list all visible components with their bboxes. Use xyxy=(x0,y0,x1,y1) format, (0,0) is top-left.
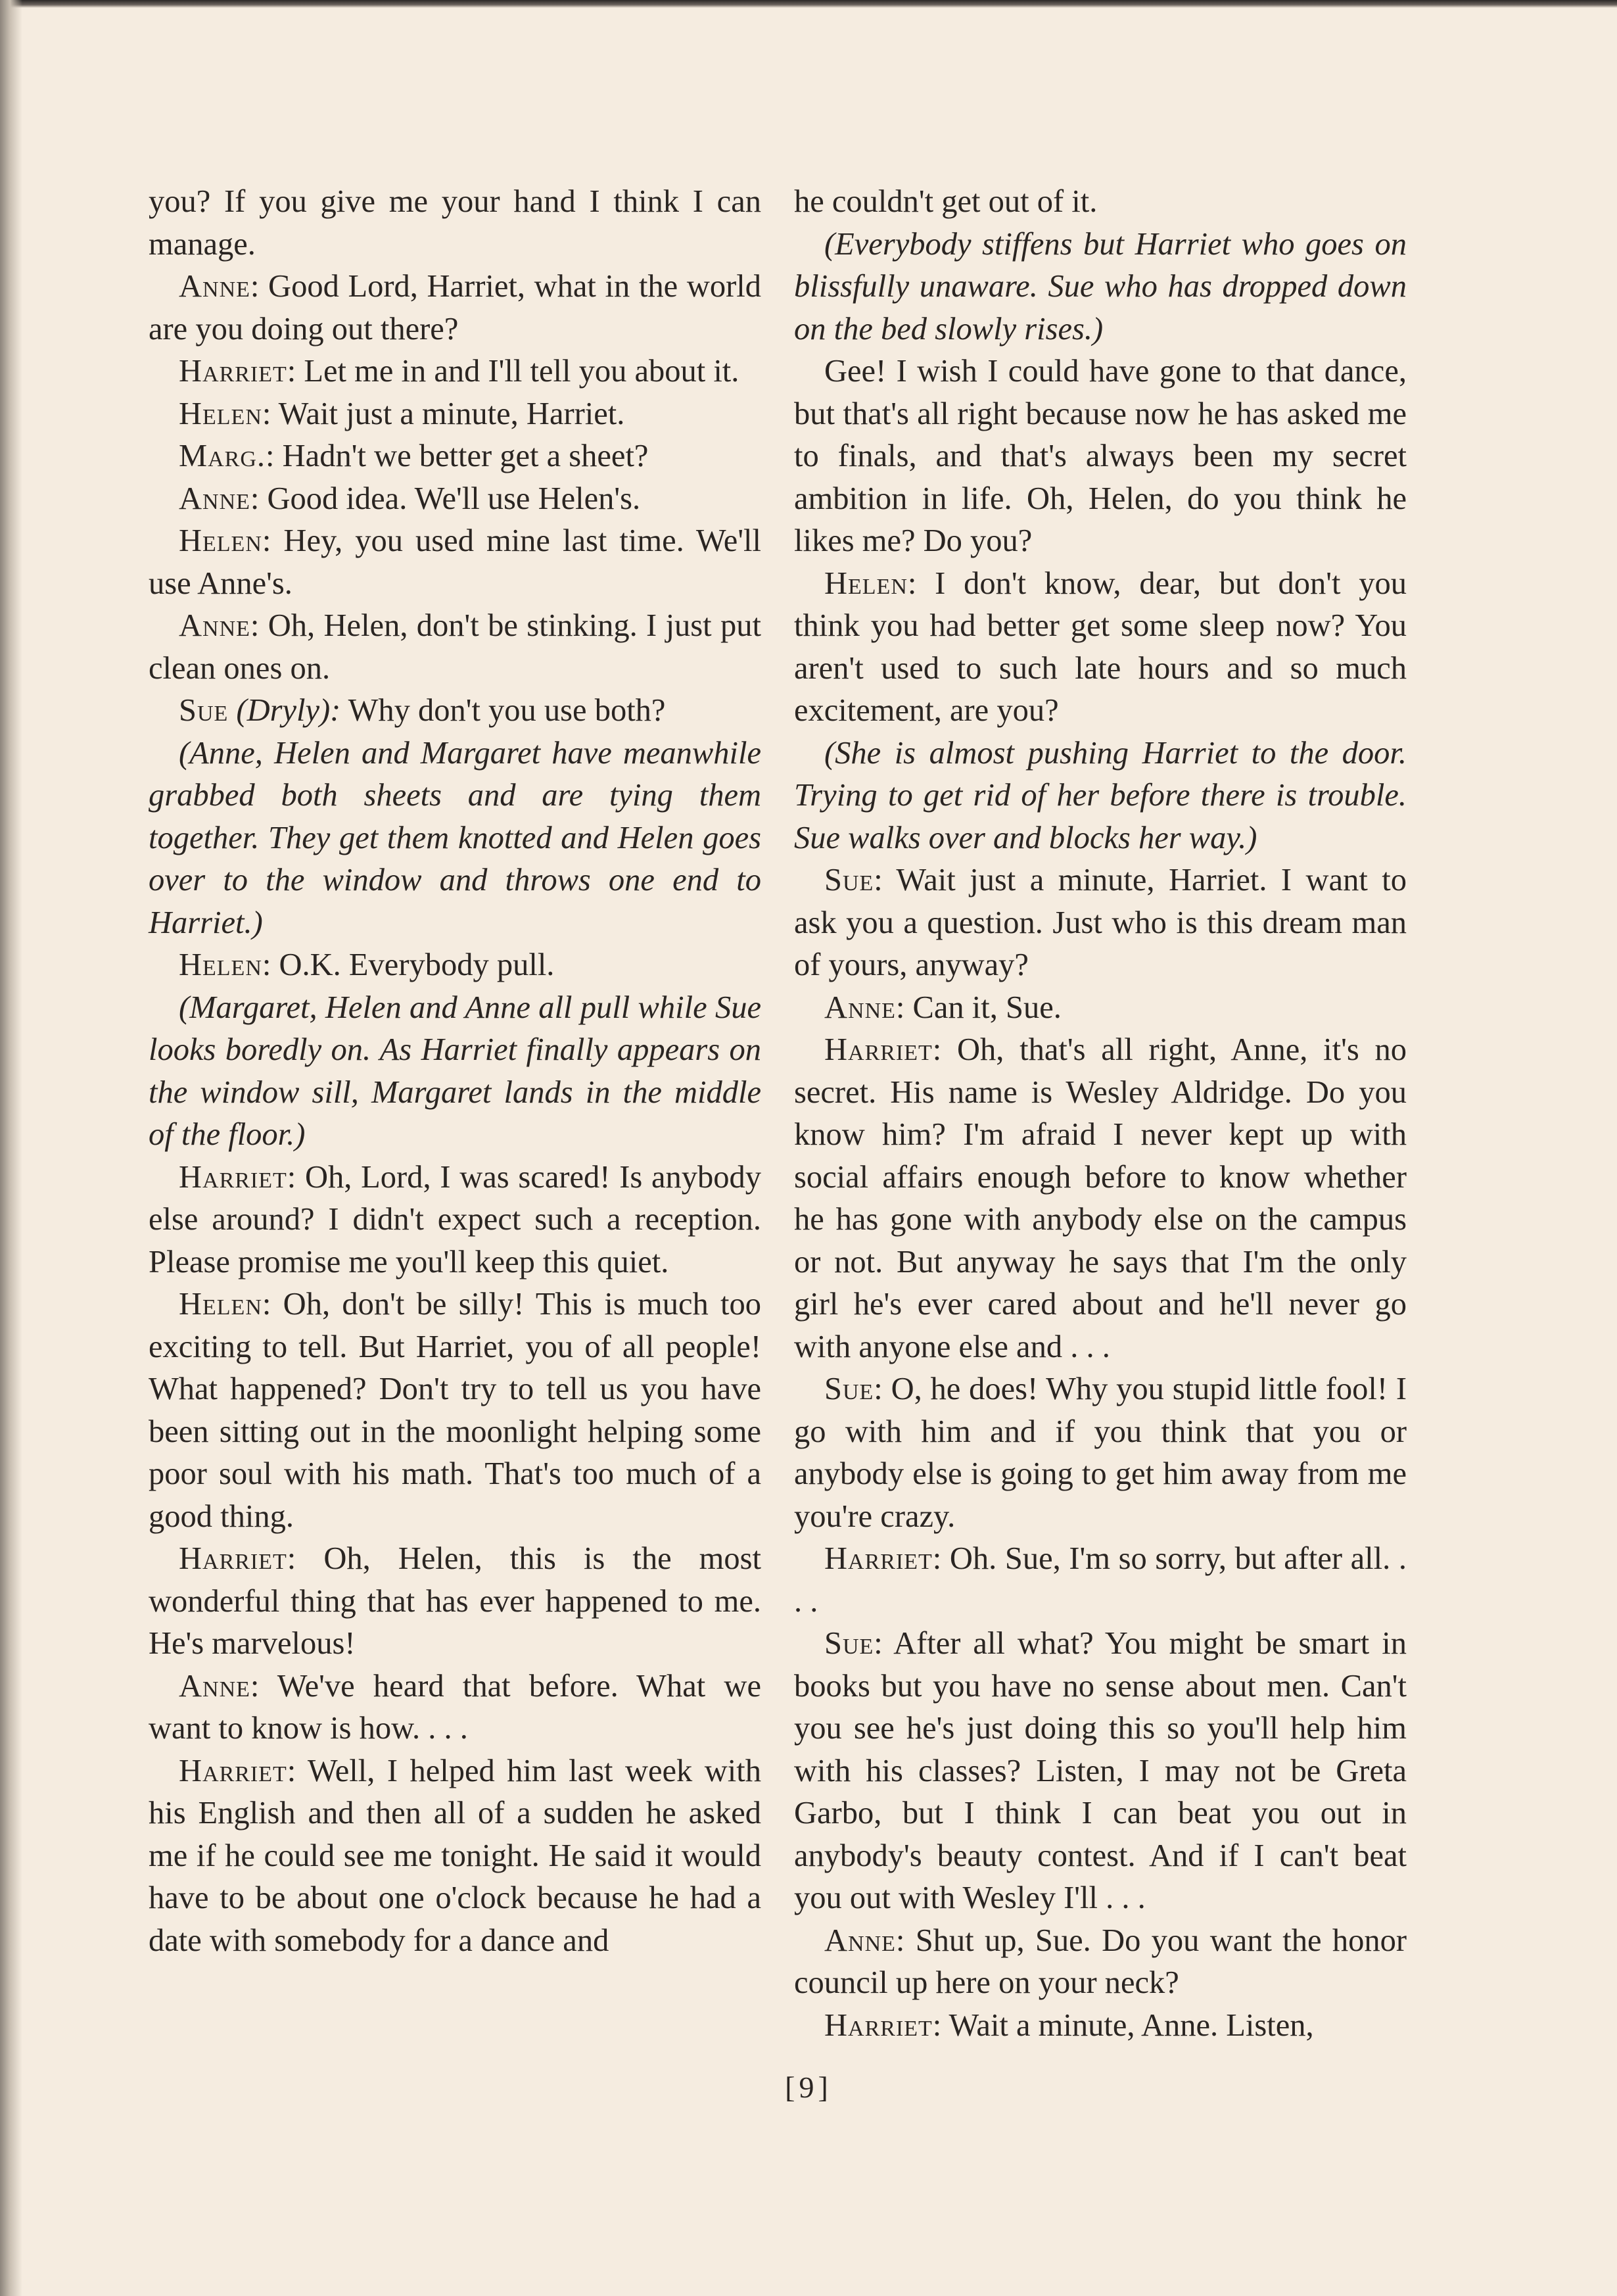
speaker-name: Helen xyxy=(179,396,262,431)
dialogue-line: Sue (Dryly): Why don't you use both? xyxy=(179,693,666,728)
dialogue-line: Sue: O, he does! Why you stupid little fool! I go with him and if you think that you or anybody else is going to get him away from me you're crazy. xyxy=(794,1372,1407,1534)
dialogue-line: Harriet: Let me in and I'll tell you about it. xyxy=(179,354,739,389)
speaker-name: Sue xyxy=(824,863,874,897)
speaker-name: Helen xyxy=(179,1287,262,1322)
dialogue-line: Anne: We've heard that before. What we want to know is how. . . . xyxy=(149,1668,761,1746)
speaker-name: Anne xyxy=(179,1668,250,1704)
speaker-name: Anne xyxy=(824,1923,896,1958)
stage-direction: (Anne, Helen and Margaret have meanwhile grabbed both sheets and are tying them together. They get them knotted and Helen goes over to the window and throws one end to Harriet.) xyxy=(149,735,761,940)
dialogue-line: Harriet: Well, I helped him last week with his English and then all of a sudden he asked me if he could see me tonight. He said it would have to be about one o'clock because he had a date with somebody for a dance and xyxy=(149,1753,761,1958)
dialogue-line: Helen: Oh, don't be silly! This is much too exciting to tell. But Harriet, you of all people! What happened? Don't try to tell us you have been sitting out in the moonlight helping some poor soul with his math. That's too much of a good thing. xyxy=(149,1287,762,1534)
dialogue-line: Marg.: Hadn't we better get a sheet? xyxy=(179,439,649,473)
dialogue-line: Anne: Shut up, Sue. Do you want the honor council up here on your neck? xyxy=(794,1923,1407,2000)
speaker-name: Anne xyxy=(179,481,250,516)
speaker-name: Sue xyxy=(179,693,229,728)
dialogue-line: Harriet: Wait a minute, Anne. Listen, xyxy=(824,2007,1314,2043)
dialogue-line: Helen: Hey, you used mine last time. We'll use Anne's. xyxy=(149,523,762,601)
dialogue-line: Anne: Can it, Sue. xyxy=(824,990,1062,1025)
dialogue-line: Harriet: Oh. Sue, I'm so sorry, but after all. . . . xyxy=(794,1541,1407,1619)
speaker-name: Marg. xyxy=(179,439,266,473)
page-top-edge xyxy=(0,0,1617,8)
dialogue-line: Anne: Good idea. We'll use Helen's. xyxy=(179,481,641,516)
dialogue-line: Helen: O.K. Everybody pull. xyxy=(179,947,555,982)
speaker-name: Helen xyxy=(179,523,262,558)
paragraph: you? If you give me your hand I think I can manage. xyxy=(149,184,761,262)
dialogue-line: Sue: After all what? You might be smart in books but you have no sense about men. Can't you see he's just doing this so you'll help him with his classes? Listen, I may not be Greta Garbo, but I think I can beat you out in anybody's beauty contest. And if I can't beat you out with Wesley I'll . . . xyxy=(794,1626,1407,1915)
speaker-name: Sue xyxy=(824,1626,874,1661)
speaker-name: Harriet xyxy=(179,1541,287,1576)
stage-direction-inline: (Dryly): xyxy=(236,693,341,728)
stage-direction: (Margaret, Helen and Anne all pull while Sue looks boredly on. As Harriet finally appears on the window sill, Margaret lands in the middle of the floor.) xyxy=(149,990,761,1152)
speaker-name: Helen xyxy=(179,947,262,982)
right-column xyxy=(794,181,1407,2047)
dialogue-line: Sue: Wait just a minute, Harriet. I want to ask you a question. Just who is this dream man of yours, anyway? xyxy=(794,863,1407,982)
stage-direction: (She is almost pushing Harriet to the door. Trying to get rid of her before there is trouble. Sue walks over and blocks her way.) xyxy=(794,735,1407,855)
speaker-name: Harriet xyxy=(824,2007,933,2043)
speaker-name: Anne xyxy=(179,608,250,643)
left-column xyxy=(149,181,761,1962)
speaker-name: Sue xyxy=(824,1372,874,1406)
speaker-name: Helen xyxy=(824,565,908,601)
speaker-name: Harriet xyxy=(824,1541,933,1576)
paragraph: he couldn't get out of it. xyxy=(794,184,1098,219)
speaker-name: Harriet xyxy=(179,1753,287,1788)
dialogue-line: Anne: Good Lord, Harriet, what in the world are you doing out there? xyxy=(149,269,761,347)
speaker-name: Anne xyxy=(179,269,250,304)
binding-shadow xyxy=(0,0,22,2296)
dialogue-line: Harriet: Oh, Helen, this is the most wonderful thing that has ever happened to me. He's marvelous! xyxy=(149,1541,761,1661)
stage-direction: (Everybody stiffens but Harriet who goes on blissfully unaware. Sue who has dropped down on the bed slowly rises.) xyxy=(794,226,1407,347)
speaker-name: Anne xyxy=(824,990,896,1025)
dialogue-line: Anne: Oh, Helen, don't be stinking. I just put clean ones on. xyxy=(149,608,761,686)
dialogue-line: Helen: Wait just a minute, Harriet. xyxy=(179,396,625,431)
dialogue-line: Helen: I don't know, dear, but don't you think you had better get some sleep now? You aren't used to such late hours and so much excitement, are you? xyxy=(794,565,1407,728)
dialogue-line: Harriet: Oh, Lord, I was scared! Is anybody else around? I didn't expect such a reception. Please promise me you'll keep this quiet. xyxy=(149,1159,761,1280)
speaker-name: Harriet xyxy=(824,1032,933,1067)
speaker-name: Harriet xyxy=(179,354,287,389)
dialogue-line: Harriet: Oh, that's all right, Anne, it's no secret. His name is Wesley Aldridge. Do you know him? I'm afraid I never kept up with social affairs enough before to know whether he has gone with anybody else on the campus or not. But anyway he says that I'm the only girl he's ever cared about and he'll never go with anyone else and . . . xyxy=(794,1032,1407,1364)
page-number: [9] xyxy=(785,2070,832,2104)
speaker-name: Harriet xyxy=(179,1159,287,1195)
paragraph: Gee! I wish I could have gone to that dance, but that's all right because now he has asked me to finals, and that's always been my secret ambition in life. Oh, Helen, do you think he likes me? Do you? xyxy=(794,354,1407,558)
